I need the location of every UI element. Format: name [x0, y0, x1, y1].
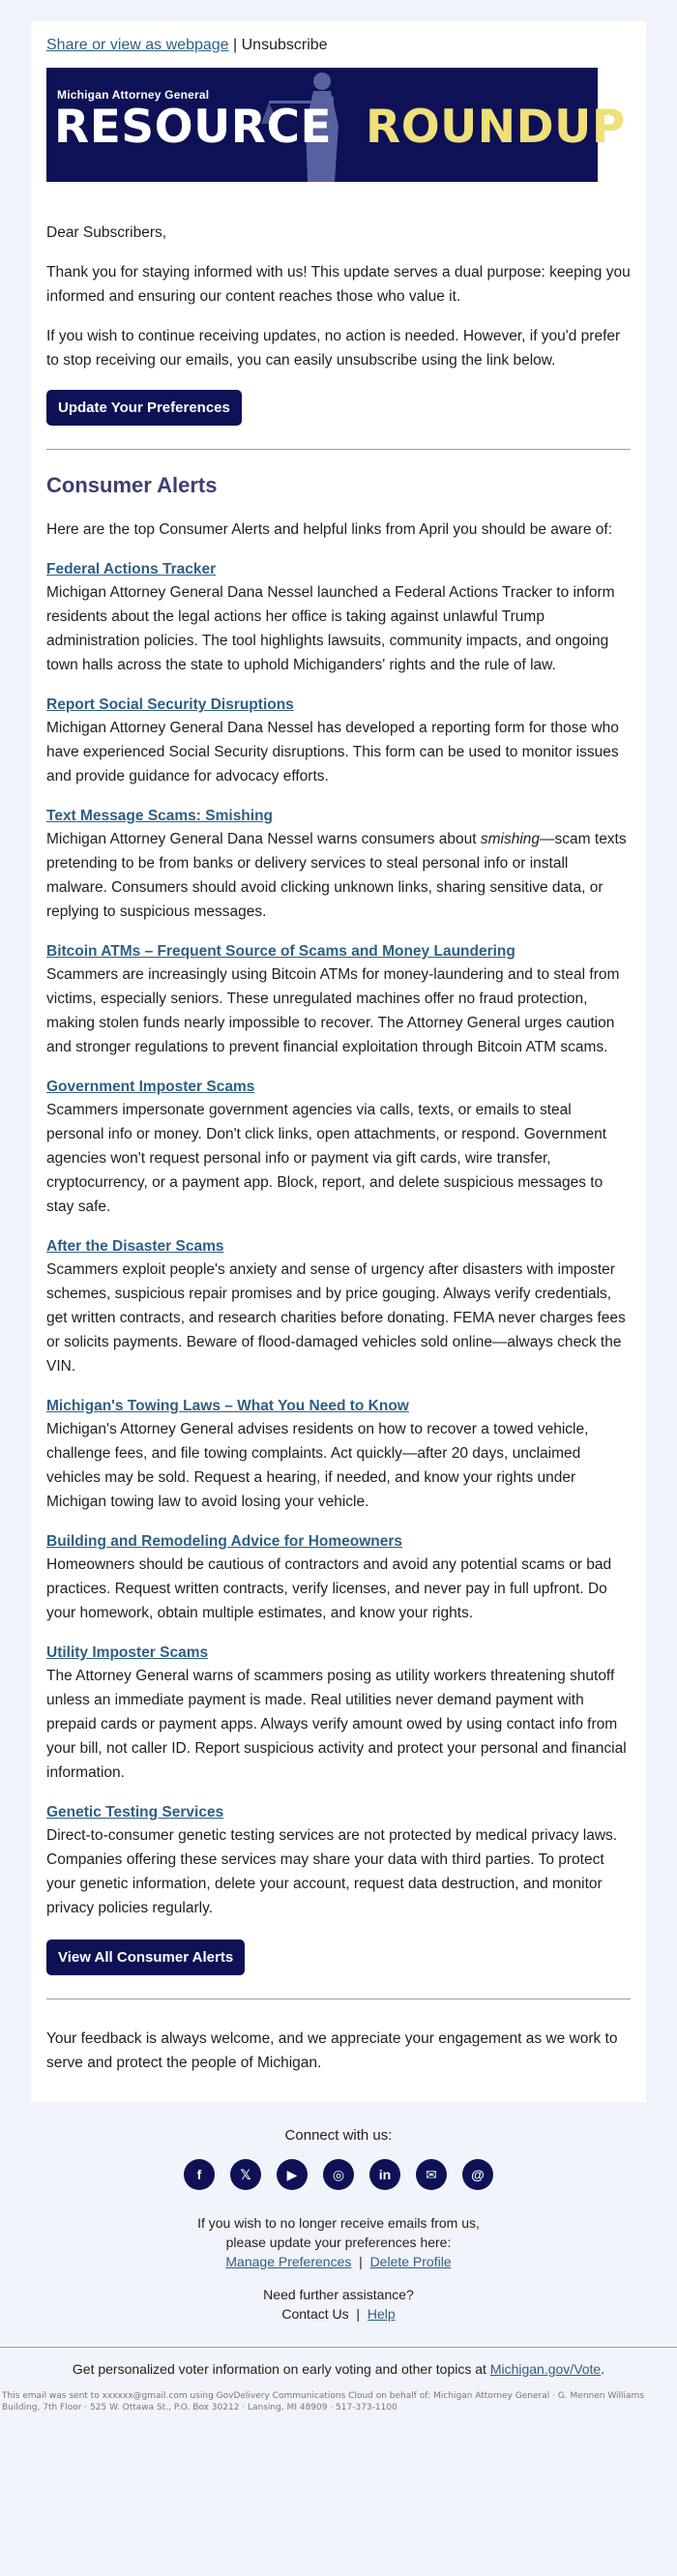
resource-roundup-banner: [46, 68, 626, 182]
footer-pipe: |: [359, 2254, 363, 2269]
view-all-alerts-button[interactable]: View All Consumer Alerts: [46, 1939, 245, 1975]
instagram-icon[interactable]: ◎: [323, 2159, 354, 2190]
unsubscribe-info: [0, 2213, 677, 2271]
alert-description: Scammers impersonate government agencies via calls, texts, or emails to steal personal info or money. Don't click links, open attachments, or respond. Government agencies won't request personal info or payment via gift cards, wire transfer, cryptocurrency, or a payment app. Block, report, and delete suspicious messages to stay safe.: [46, 1102, 607, 1215]
alert-item: [46, 1396, 631, 1514]
alert-title-link[interactable]: Text Message Scams: Smishing: [46, 808, 274, 824]
unsubscribe-link[interactable]: Unsubscribe: [241, 37, 328, 53]
x-twitter-icon[interactable]: 𝕏: [230, 2159, 261, 2190]
contact-us-link[interactable]: Contact Us: [281, 2306, 349, 2322]
alert-title-link[interactable]: Genetic Testing Services: [46, 1804, 224, 1821]
alert-title-link[interactable]: Government Imposter Scams: [46, 1079, 255, 1095]
alert-description: Scammers are increasingly using Bitcoin ATMs for money-laundering and to steal from victims, especially seniors. These unregulated machines offer no fraud protection, making stolen funds nearly impossible to recover. The Attorney General urges caution and stronger regulations to prevent financial exploitation through Bitcoin ATM scams.: [46, 966, 620, 1055]
help-info: [0, 2285, 677, 2324]
alert-item: [46, 1077, 631, 1219]
alert-description: Direct-to-consumer genetic testing services are not protected by medical privacy laws. Companies offering these services may share your data with third parties. To protect your genetic information, delete your account, request data destruction, and monitor privacy policies regularly.: [46, 1827, 618, 1916]
connect-label: Connect with us:: [284, 2127, 393, 2144]
alert-description: Scammers exploit people's anxiety and sense of urgency after disasters with imposter schemes, suspicious repair promises and by price gouging. Always verify credentials, get written contracts, and research charities before donating. FEMA never charges fees or solicits payments. Beware of flood-damaged vehicles sold online—always check the VIN.: [46, 1261, 626, 1375]
greeting: Dear Subscribers,: [46, 224, 167, 241]
section-title: Consumer Alerts: [46, 473, 218, 497]
alert-desc-part: Michigan Attorney General Dana Nessel warns consumers about: [46, 831, 481, 847]
footer-pipe: |: [356, 2306, 361, 2322]
top-links: [46, 37, 631, 54]
alert-description: Michigan Attorney General Dana Nessel launched a Federal Actions Tracker to inform residents about the legal actions her office is taking against unlawful Trump administration policies. The tool highlights lawsuits, community impacts, and ongoing town halls across the state to uphold Michiganders' rights and the rule of law.: [46, 584, 615, 673]
alert-item: [46, 1531, 631, 1625]
alert-item: [46, 806, 631, 924]
alert-description: [46, 827, 631, 924]
preference-links: [0, 2252, 677, 2271]
voter-info: [0, 2361, 677, 2377]
delete-profile-link[interactable]: Delete Profile: [369, 2254, 452, 2269]
feedback-paragraph: Your feedback is always welcome, and we appreciate your engagement as we work to serve and protect the people of Michigan.: [46, 2030, 618, 2071]
footer: [0, 2102, 677, 2423]
email-icon[interactable]: ✉: [416, 2159, 447, 2190]
alert-title-link[interactable]: Federal Actions Tracker: [46, 561, 217, 577]
banner-word-resource: RESOURCE: [54, 101, 333, 154]
alert-item: [46, 695, 631, 788]
voter-end: .: [601, 2361, 605, 2377]
alert-item: [46, 559, 631, 677]
need-help-label: Need further assistance?: [263, 2287, 414, 2302]
legal-footer: This email was sent to xxxxxx@gmail.com using GovDelivery Communications Cloud on behalf of: Michigan Attorney General · G. Mennen Williams Building, 7th Floor · 525 W. Ottawa St., P.O. Box 30212 · Lansing, MI 48909 · 517-373-1100: [2, 2391, 645, 2413]
alert-title-link[interactable]: Building and Remodeling Advice for Homeowners: [46, 1533, 403, 1550]
youtube-icon[interactable]: ▶: [277, 2159, 308, 2190]
michigan-vote-link[interactable]: Michigan.gov/Vote: [489, 2361, 602, 2377]
alert-title-link[interactable]: Michigan's Towing Laws – What You Need to Know: [46, 1398, 409, 1414]
facebook-icon[interactable]: f: [184, 2159, 215, 2190]
alerts-intro: Here are the top Consumer Alerts and helpful links from April you should be aware of:: [46, 521, 613, 538]
unsub-line-2: please update your preferences here:: [225, 2235, 452, 2250]
intro-paragraph-2: If you wish to continue receiving updates, no action is needed. However, if you'd prefer to stop receiving our emails, you can easily unsubscribe using the link below.: [46, 328, 621, 369]
share-webpage-link[interactable]: Share or view as webpage: [46, 37, 229, 53]
social-links: [0, 2159, 677, 2190]
alert-item: [46, 1236, 631, 1378]
alert-description: Michigan Attorney General Dana Nessel has developed a reporting form for those who have experienced Social Security disruptions. This form can be used to monitor issues and provide guidance for advocacy efforts.: [46, 720, 619, 785]
top-separator: |: [233, 37, 238, 53]
banner-word-roundup: ROUNDUP: [366, 101, 626, 154]
alert-description: The Attorney General warns of scammers posing as utility workers threatening shutoff unless an immediate payment is made. Real utilities never demand payment with prepaid cards or payment apps. Always verify amount owed by using contact info from your bill, not caller ID. Report suspicious activity and protect your personal and financial information.: [46, 1668, 627, 1781]
alert-title-link[interactable]: After the Disaster Scams: [46, 1238, 224, 1255]
manage-preferences-link[interactable]: Manage Preferences: [225, 2254, 352, 2269]
unsub-line-1: If you wish to no longer receive emails from us,: [197, 2215, 480, 2231]
alert-title-link[interactable]: Utility Imposter Scams: [46, 1644, 209, 1661]
alert-description: Homeowners should be cautious of contractors and avoid any potential scams or bad practices. Request written contracts, verify licenses, and never pay in full upfront. Do your homework, obtain multiple estimates, and know your rights.: [46, 1556, 612, 1621]
email-card: [31, 21, 646, 2102]
banner-subtitle: Michigan Attorney General: [57, 88, 210, 102]
alert-desc-part: —scam texts pretending to be from banks or delivery services to steal personal info or install malware. Consumers should avoid clicking unknown links, sharing sensitive data, or replying to suspicious messages.: [46, 831, 627, 920]
alert-item: [46, 941, 631, 1059]
alert-item: [46, 1802, 631, 1920]
voter-text: Get personalized voter information on early voting and other topics at: [72, 2361, 490, 2377]
alert-title-link[interactable]: Bitcoin ATMs – Frequent Source of Scams and Money Laundering: [46, 943, 515, 960]
linkedin-icon[interactable]: in: [369, 2159, 400, 2190]
alert-item: [46, 1643, 631, 1785]
update-preferences-button[interactable]: Update Your Preferences: [46, 390, 242, 426]
help-link[interactable]: Help: [367, 2306, 396, 2322]
divider: [46, 449, 631, 450]
alert-description: Michigan's Attorney General advises residents on how to recover a towed vehicle, challenge fees, and file towing complaints. Act quickly—after 20 days, unclaimed vehicles may be sold. Request a hearing, if needed, and know your rights under Michigan towing law to avoid losing your vehicle.: [46, 1421, 589, 1510]
intro-paragraph-1: Thank you for staying informed with us! This update serves a dual purpose: keeping you informed and ensuring our content reaches those who value it.: [46, 264, 631, 305]
alert-desc-emphasis: smishing: [480, 831, 541, 847]
threads-icon[interactable]: @: [462, 2159, 493, 2190]
alert-title-link[interactable]: Report Social Security Disruptions: [46, 696, 294, 713]
footer-divider: [0, 2347, 677, 2348]
contact-links: [0, 2304, 677, 2324]
